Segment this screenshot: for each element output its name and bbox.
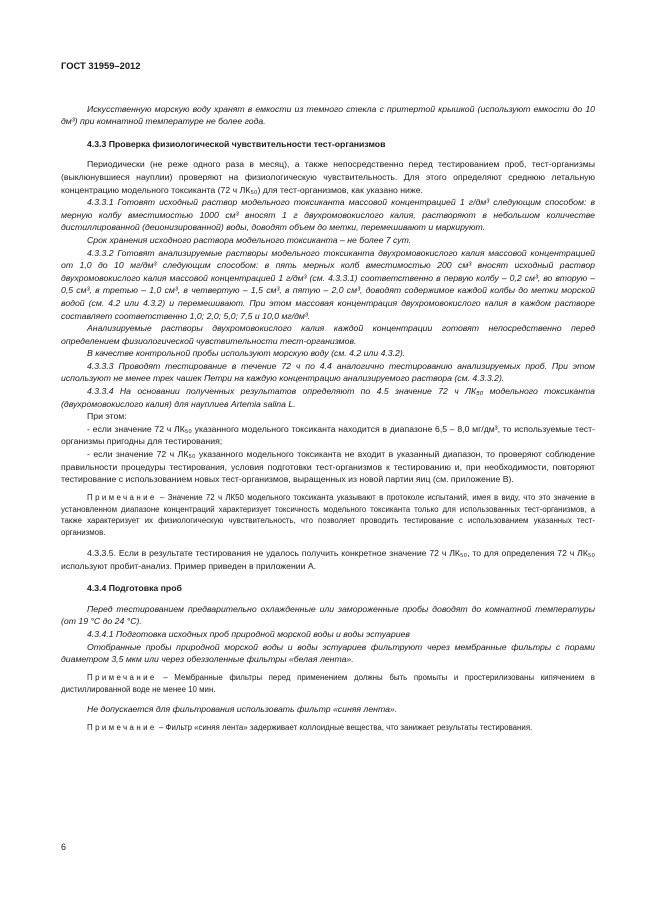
note-1-text: – Значение 72 ч ЛК50 модельного токсиканта указывают в протоколе испытаний, имея в виду, что это значение в установленном диапазоне концентраций характеризует токсичность модельного токсиканта только для использованных тест-организмов, а также характеризует их физиологическую чувствительность, что позволяет проводить тестирование с использованием указанных тест-организмов. [61, 492, 595, 538]
note-3-label: Примечание [87, 722, 157, 732]
page-number: 6 [61, 842, 67, 852]
paragraph-4-3-3-intro: Периодически (не реже одного раза в месяц), а также непосредственно перед тестированием проб, тест-организмы (выклюнувшиеся науплии) проверяют на физиологическую чувствительность. Для этого определяют среднюю летальную концентрацию модельного токсиканта (72 ч ЛК₅₀) для тест-организмов, как указано ниже. [61, 159, 595, 195]
note-2-text: – Мембранные фильтры перед применением должны быть промыты и простерилизованы кипячением в дистиллированной воде не менее 10 мин. [61, 672, 595, 694]
paragraph-if-out-of-range: - если значение 72 ч ЛК₅₀ указанного модельного токсиканта не входит в указанный диапазон, то проверяют соблюдение правильности процедуры тестирования, условия подготовки тест-организмов к тестированию и, при необходимости, повторяют тестирование с использованием новых тест-организмов, выращенных из новой партии яиц (см. приложение В). [61, 449, 595, 485]
paragraph-wherein: При этом: [87, 411, 127, 422]
paragraph-4-3-3-2: 4.3.3.2 Готовят анализируемые растворы модельного токсиканта двухромовокислого калия массовой концентрацией от 1,0 до 10 мг/дм³ следующим способом: в пять мерных колб вместимостью 200 см³ вносят исходный раствор двухромовокислого калия массовой концентрацией 1 г/дм³ (см. 4.3.3.1) соответственно в первую колбу – 0,2 см³, во вторую – 0,5 см³, в третью – 1,0 см³, в четвертую – 1,5 см³, в пятую – 2,0 см³, доводят содержимое каждой колбы до метки морской водой (см. 4.2 или 4.3.2) и перемешивают. При этом массовая концентрация двухромовокислого калия в каждом растворе составляет соответственно 1,0; 2,0; 5,0; 7,5 и 10,0 мг/дм³. [61, 247, 595, 321]
note-2 [61, 672, 595, 696]
note-3-text: – Фильтр «синяя лента» задерживает коллоидные вещества, что занижает результаты тестирования. [156, 722, 533, 732]
note-1-label: Примечание [87, 492, 157, 502]
standard-header: ГОСТ 31959–2012 [61, 60, 141, 71]
paragraph-4-3-3-1: 4.3.3.1 Готовят исходный раствор модельного токсиканта массовой концентрацией 1 г/дм³ следующим способом: в мерную колбу вместимостью 1000 см³ вносят 1 г двухромовокислого калия, растворяют в небольшом количестве дистиллированной (деионизированной) воды, доводят объем до метки, перемешивают и маркируют. [61, 197, 595, 233]
note-2-label: Примечание [87, 672, 157, 682]
paragraph-4-3-3-4: 4.3.3.4 На основании полученных результатов определяют по 4.5 значение 72 ч ЛК₅₀ модельного токсиканта (двухромовокислого калия) для науплиев Artemia salina L. [61, 386, 595, 409]
note-1 [61, 492, 595, 539]
paragraph-4-3-3-3: 4.3.3.3 Проводят тестирование в течение 72 ч по 4.4 аналогично тестированию анализируемых проб. При этом используют не менее трех чашек Петри на каждую концентрацию анализируемого раствора (см. 4.3.3.2). [61, 360, 595, 384]
paragraph-control-sample: В качестве контрольной пробы используют морскую воду (см. 4.2 или 4.3.2). [87, 348, 406, 359]
note-3 [61, 722, 595, 734]
paragraph-4-3-4-1: 4.3.4.1 Подготовка исходных проб природной морской воды и воды эстуариев [87, 628, 410, 639]
paragraph-storage: Искусственную морскую воду хранят в емкости из темного стекла с притертой крышкой (используют емкости до 10 дм³) при комнатной температуре не более года. [61, 103, 595, 127]
paragraph-preparation: Анализируемые растворы двухромовокислого калия каждой концентрации готовят непосредственно перед определением физиологической чувствительности тест-организмов. [61, 323, 595, 346]
paragraph-blue-ribbon: Не допускается для фильтрования использовать фильтр «синяя лента». [87, 704, 398, 715]
paragraph-4-3-3-5: 4.3.3.5. Если в результате тестирования не удалось получить конкретное значение 72 ч ЛК₅₀, то для определения 72 ч ЛК₅₀ используют пробит-анализ. Пример приведен в приложении А. [61, 548, 595, 571]
paragraph-if-in-range: - если значение 72 ч ЛК₅₀ указанного модельного токсиканта находится в диапазоне 6,5 – 8,0 мг/дм³, то используемые тест-организмы пригодны для тестирования; [61, 423, 595, 447]
paragraph-4-3-4-intro: Перед тестированием предварительно охлажденные или замороженные пробы доводят до комнатной температуры (от 19 °С до 24 °С). [61, 603, 595, 627]
paragraph-filtering: Отобранные пробы природной морской воды и воды эстуариев фильтруют через мембранные фильтры с порами диаметром 3,5 мкм или через обеззоленные фильтры «белая лента». [61, 641, 595, 665]
section-heading-4-3-3: 4.3.3 Проверка физиологической чувствительности тест-организмов [87, 138, 386, 149]
section-heading-4-3-4: 4.3.4 Подготовка проб [87, 583, 182, 594]
paragraph-shelf-life: Срок хранения исходного раствора модельного токсиканта – не более 7 сут. [87, 234, 412, 245]
